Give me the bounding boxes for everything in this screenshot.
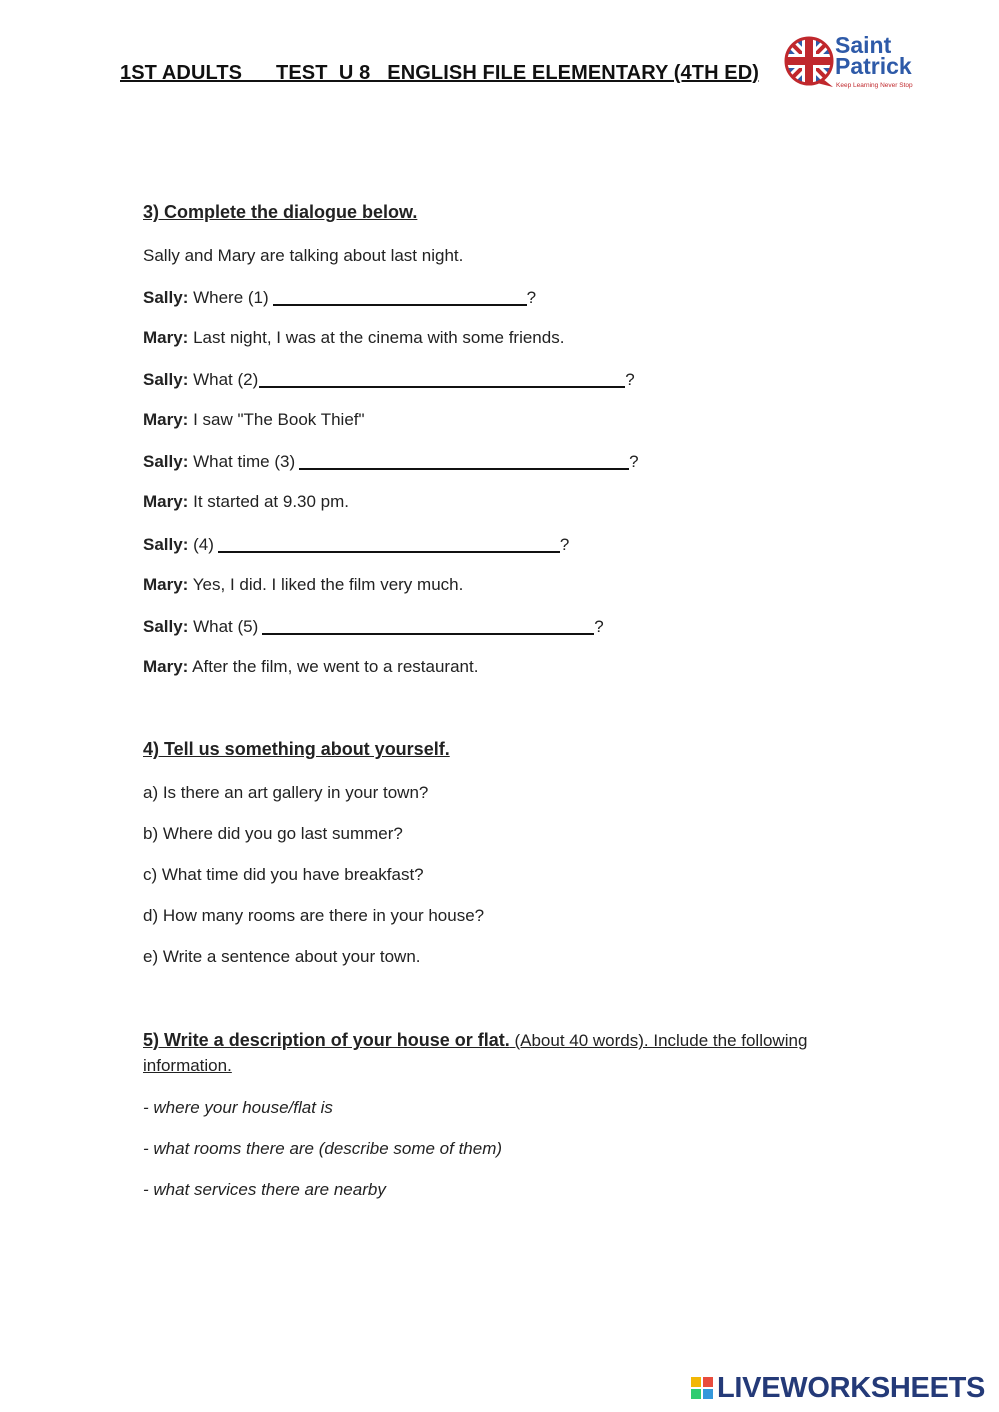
dialogue-text: What (5) [193, 617, 259, 636]
answer-blank-4[interactable] [218, 534, 560, 553]
liveworksheets-wordmark: LIVEWORKSHEETS [717, 1372, 986, 1404]
question-mark: ? [559, 535, 570, 554]
section3-intro: Sally and Mary are talking about last night. [143, 246, 464, 265]
dialogue-text: After the film, we went to a restaurant. [192, 657, 479, 676]
bullet-point: - where your house/flat is [143, 1098, 333, 1117]
speaker: Sally: [143, 370, 189, 389]
speaker: Mary: [143, 410, 189, 429]
question-item: b) Where did you go last summer? [143, 824, 403, 843]
question-mark: ? [625, 370, 635, 389]
dialogue-line [143, 287, 536, 308]
union-jack-icon [783, 35, 835, 87]
dialogue-line [143, 328, 564, 348]
answer-blank-2[interactable] [259, 369, 625, 388]
dialogue-line [143, 369, 635, 390]
dialogue-text: (4) [193, 535, 214, 554]
answer-blank-1[interactable] [273, 287, 527, 306]
section5-heading-rest: (About 40 words). Include the following information. [143, 1031, 808, 1075]
question-mark: ? [629, 452, 639, 471]
dialogue-text: Last night, I was at the cinema with some friends. [193, 328, 565, 347]
question-item: d) How many rooms are there in your house? [143, 906, 485, 925]
question-item: c) What time did you have breakfast? [143, 865, 424, 884]
logo-line1: Saint [835, 32, 892, 58]
section5-heading [143, 1028, 823, 1078]
liveworksheets-blocks-icon [691, 1377, 713, 1399]
dialogue-text: What time (3) [193, 452, 296, 471]
bullet-point: - what rooms there are (describe some of them) [143, 1139, 503, 1158]
worksheet-title: 1ST ADULTS TEST U 8 ENGLISH FILE ELEMENTARY (4TH ED) [120, 62, 760, 84]
bullet-point: - what services there are nearby [143, 1180, 386, 1199]
dialogue-line [143, 534, 569, 555]
dialogue-text: I saw "The Book Thief" [193, 410, 365, 429]
dialogue-line [143, 451, 639, 472]
section4-heading: 4) Tell us something about yourself. [143, 739, 450, 759]
dialogue-line [143, 575, 463, 595]
speaker: Sally: [143, 617, 189, 636]
answer-blank-5[interactable] [262, 616, 594, 635]
speaker: Mary: [143, 492, 189, 511]
dialogue-line [143, 492, 349, 512]
speaker: Mary: [143, 657, 189, 676]
question-mark: ? [594, 617, 604, 636]
speaker: Sally: [143, 288, 189, 307]
dialogue-text: What (2) [193, 370, 259, 389]
logo-tagline: Keep Learning Never Stop [836, 82, 913, 89]
speaker: Mary: [143, 328, 189, 347]
section5-heading-bold: 5) Write a description of your house or flat. [143, 1030, 510, 1050]
logo-line2: Patrick [835, 53, 912, 79]
speaker: Sally: [143, 535, 189, 554]
speaker: Mary: [143, 575, 189, 594]
dialogue-line [143, 616, 604, 637]
question-item: a) Is there an art gallery in your town? [143, 783, 429, 802]
dialogue-text: It started at 9.30 pm. [193, 492, 350, 511]
dialogue-line [143, 410, 365, 430]
question-mark: ? [526, 288, 537, 307]
section3-heading: 3) Complete the dialogue below. [143, 202, 418, 222]
saint-patrick-logo [783, 32, 923, 94]
question-item: e) Write a sentence about your town. [143, 947, 421, 966]
dialogue-text: Yes, I did. I liked the film very much. [192, 575, 464, 594]
dialogue-line [143, 657, 478, 677]
answer-blank-3[interactable] [299, 451, 629, 470]
speaker: Sally: [143, 452, 189, 471]
dialogue-text: Where (1) [193, 288, 269, 307]
